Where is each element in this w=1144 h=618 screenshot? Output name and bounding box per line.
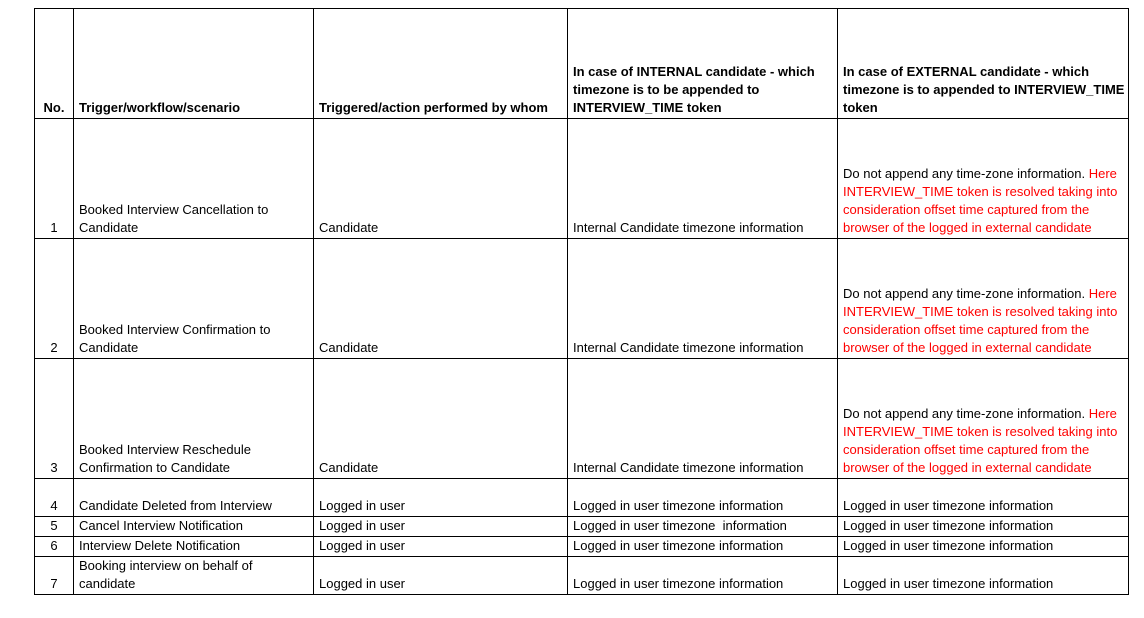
internal-timezone-cell: Internal Candidate timezone information: [568, 359, 838, 479]
external-text: Do not append any time-zone information.: [843, 166, 1086, 181]
header-row: [35, 9, 1129, 119]
external-timezone-cell: [838, 239, 1129, 359]
external-timezone-cell: Logged in user timezone information: [838, 537, 1129, 557]
external-note: Here INTERVIEW_TIME token is resolved taking into consideration offset time captured from the browser of the logged in external candidate: [843, 166, 1118, 235]
performed-by-cell: Candidate: [314, 359, 568, 479]
performed-by-cell: Logged in user: [314, 557, 568, 595]
row-number: 2: [35, 239, 74, 359]
timezone-table: [34, 8, 1129, 595]
external-timezone-cell: [838, 359, 1129, 479]
internal-timezone-cell: Logged in user timezone information: [568, 537, 838, 557]
table-row: [35, 517, 1129, 537]
trigger-cell: Booked Interview Confirmation to Candidate: [74, 239, 314, 359]
trigger-cell: Booked Interview Cancellation to Candidate: [74, 119, 314, 239]
header-internal: In case of INTERNAL candidate - which timezone is to be appended to INTERVIEW_TIME token: [568, 9, 838, 119]
row-number: 4: [35, 479, 74, 517]
external-note: Here INTERVIEW_TIME token is resolved taking into consideration offset time captured from the browser of the logged in external candidate: [843, 286, 1118, 355]
external-text: Do not append any time-zone information.: [843, 406, 1086, 421]
row-number: 3: [35, 359, 74, 479]
trigger-cell: Candidate Deleted from Interview: [74, 479, 314, 517]
trigger-cell: Booked Interview Reschedule Confirmation to Candidate: [74, 359, 314, 479]
header-trigger: Trigger/workflow/scenario: [74, 9, 314, 119]
table-row: [35, 119, 1129, 239]
row-number: 5: [35, 517, 74, 537]
row-number: 1: [35, 119, 74, 239]
internal-timezone-cell: Logged in user timezone information: [568, 479, 838, 517]
table-row: [35, 239, 1129, 359]
table-row: [35, 537, 1129, 557]
header-performed-by: Triggered/action performed by whom: [314, 9, 568, 119]
internal-timezone-cell: Logged in user timezone information: [568, 557, 838, 595]
performed-by-cell: Candidate: [314, 119, 568, 239]
performed-by-cell: Logged in user: [314, 479, 568, 517]
internal-timezone-cell: Logged in user timezone information: [568, 517, 838, 537]
header-external: In case of EXTERNAL candidate - which timezone is to appended to INTERVIEW_TIME token: [838, 9, 1129, 119]
external-timezone-cell: Logged in user timezone information: [838, 557, 1129, 595]
table-row: [35, 557, 1129, 595]
performed-by-cell: Logged in user: [314, 517, 568, 537]
trigger-cell: Cancel Interview Notification: [74, 517, 314, 537]
performed-by-cell: Logged in user: [314, 537, 568, 557]
trigger-cell: Interview Delete Notification: [74, 537, 314, 557]
external-timezone-cell: Logged in user timezone information: [838, 479, 1129, 517]
external-timezone-cell: Logged in user timezone information: [838, 517, 1129, 537]
row-number: 6: [35, 537, 74, 557]
table-row: [35, 359, 1129, 479]
header-no: No.: [35, 9, 74, 119]
internal-timezone-cell: Internal Candidate timezone information: [568, 119, 838, 239]
external-timezone-cell: [838, 119, 1129, 239]
table-row: [35, 479, 1129, 517]
internal-timezone-cell: Internal Candidate timezone information: [568, 239, 838, 359]
performed-by-cell: Candidate: [314, 239, 568, 359]
trigger-cell: Booking interview on behalf of candidate: [74, 557, 314, 595]
external-note: Here INTERVIEW_TIME token is resolved taking into consideration offset time captured from the browser of the logged in external candidate: [843, 406, 1118, 475]
row-number: 7: [35, 557, 74, 595]
external-text: Do not append any time-zone information.: [843, 286, 1086, 301]
